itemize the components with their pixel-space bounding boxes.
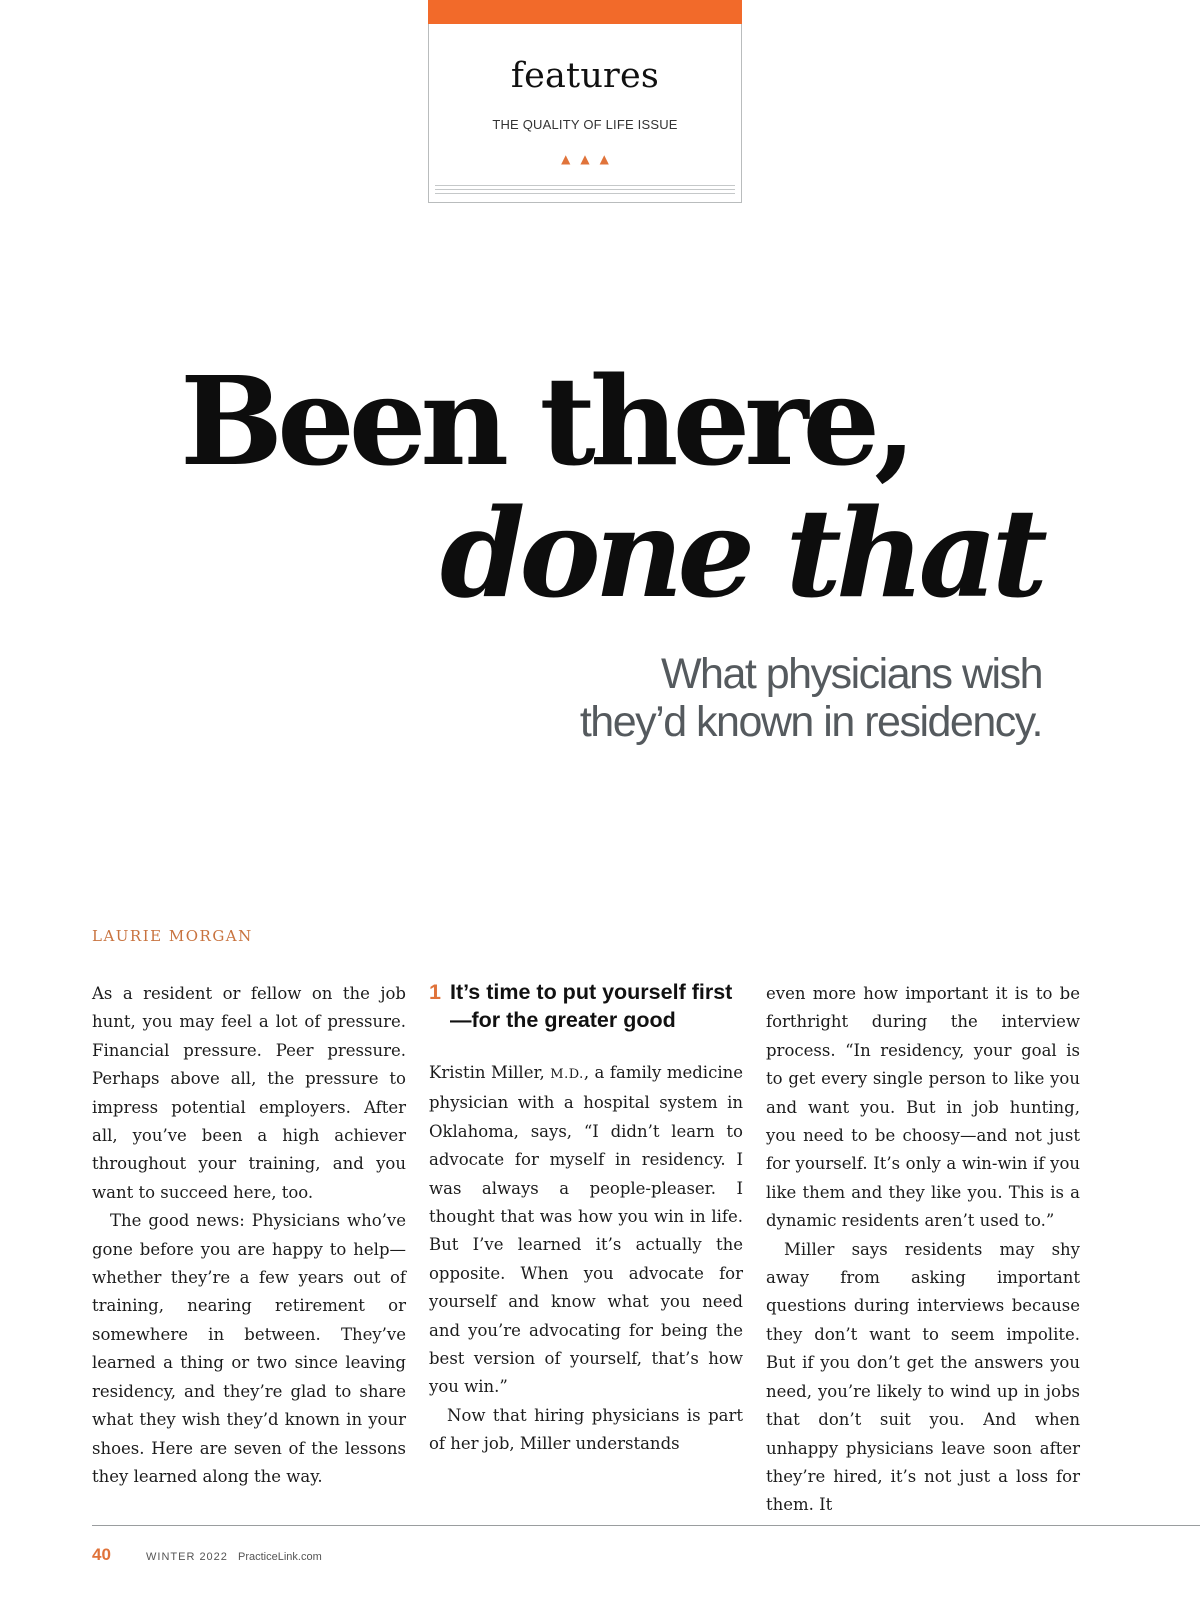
triangle-ornament-icon: ▲▲▲ xyxy=(561,152,619,166)
paragraph: The good news: Physicians who’ve gone before you are happy to help—whether they’re a few years out of training, nearing retirement or somewhere in between. They’ve learned a thing or two since leaving residency, and they’re glad to share what they wish they’d known in your shoes. Here are seven of the lessons they learned along the way. xyxy=(92,1211,406,1486)
subhead-text: It’s time to put yourself first—for the greater good xyxy=(450,980,733,1032)
deck-line-2: they’d known in residency. xyxy=(579,698,1042,746)
paragraph: As a resident or fellow on the job hunt, you may feel a lot of pressure. Financial pressure. Peer pressure. Perhaps above all, the pressure to impress potential employers. After all, you’ve been a high achiever throughout your training, and you want to succeed here, too. xyxy=(92,984,406,1202)
website: PracticeLink.com xyxy=(238,1551,322,1563)
paragraph xyxy=(429,1059,743,1402)
deck xyxy=(522,650,1042,746)
headline-line-2: done that xyxy=(440,481,1042,625)
tab-accent-bar xyxy=(428,0,742,24)
headline-line-1: Been there, xyxy=(180,349,911,493)
degree: M.D. xyxy=(550,1067,584,1082)
footer-rule xyxy=(92,1525,1200,1526)
subhead-1 xyxy=(429,978,743,1034)
body-column-2 xyxy=(429,978,743,1459)
tab-rules xyxy=(435,185,735,197)
paragraph: even more how important it is to be forthright during the interview process. “In residency, your goal is to get every single person to like you and want you. But in job hunting, you need to be choosy—and not just for yourself. It’s only a win-win if you like them and they like you. This is a dynamic residents aren’t used to.” xyxy=(766,984,1080,1231)
byline: LAURIE MORGAN xyxy=(92,927,253,945)
body-column-3 xyxy=(766,980,1080,1520)
paragraph-text: , a family medicine physician with a hospital system in Oklahoma, says, “I didn’t learn to advocate for myself in residency. I was always a people-pleaser. I thought that was how you win in life. But I’ve learned it’s actually the opposite. When you advocate for yourself and know what you need and you’re advocating for being the best version of yourself, that’s how you win.” xyxy=(429,1063,743,1397)
paragraph: Now that hiring physicians is part of her job, Miller understands xyxy=(429,1405,743,1454)
deck-line-1: What physicians wish xyxy=(660,650,1042,698)
person-name: Kristin Miller, xyxy=(429,1063,551,1082)
subhead-number: 1 xyxy=(429,980,441,1004)
body-column-1 xyxy=(92,980,406,1491)
issue-theme: THE QUALITY OF LIFE ISSUE xyxy=(492,117,678,132)
section-title: features xyxy=(510,56,660,96)
section-tab xyxy=(428,0,742,203)
paragraph: Miller says residents may shy away from asking important questions during interviews because they don’t want to seem impolite. But if you don’t get the answers you need, you’re likely to wind up in jobs that don’t suit you. And when unhappy physicians leave soon after they’re hired, it’s not just a loss for them. It xyxy=(766,1239,1080,1515)
issue-date: WINTER 2022 xyxy=(146,1551,228,1563)
page-number: 40 xyxy=(92,1545,111,1564)
